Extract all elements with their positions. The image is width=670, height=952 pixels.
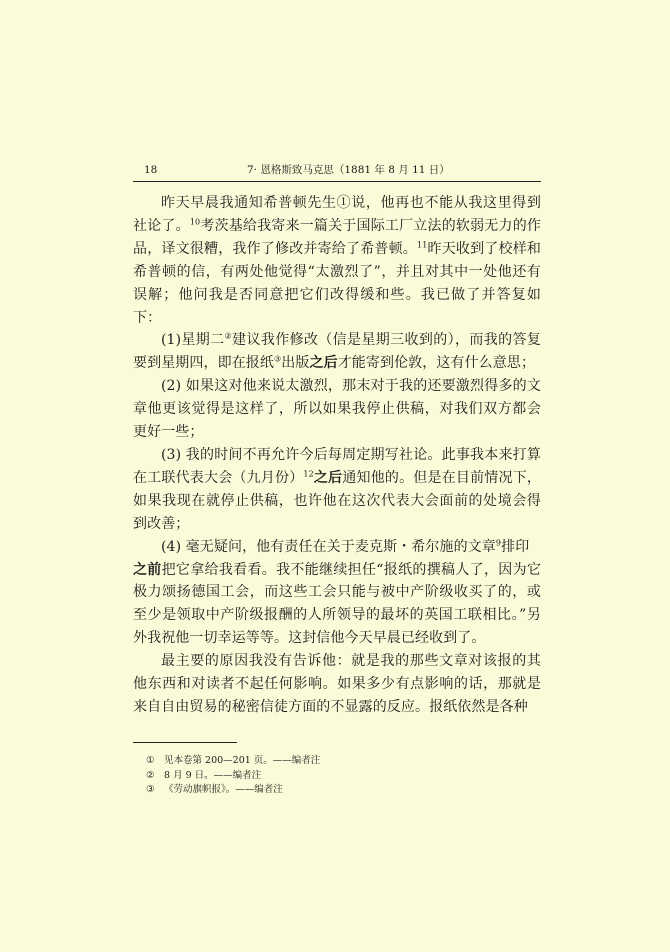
footnote-text: 《劳动旗帜报》。——编者注 [164, 784, 283, 796]
footnote-3 [146, 783, 506, 798]
footnote-mark: ① [146, 755, 155, 766]
footnote-rule [133, 742, 237, 743]
text-run: 把它拿给我看看。我不能继续担任“报纸的撰稿人了，因为它极力颂扬德国工会，而这些工会只能与被中产阶级收买了的，或至少是领取中产阶级报酬的人所领导的最坏的英国工联相比。”另外我祝他一切幸运等等。这封信他今天早晨已经收到了。 [133, 561, 541, 647]
footnote-1 [146, 754, 506, 769]
footnote-2 [146, 769, 506, 784]
paragraph-1 [133, 192, 541, 329]
note-ref-11: 11 [417, 240, 428, 250]
text-run: 昨天早晨我通知希普顿先生 [161, 195, 337, 211]
page-number: 18 [144, 164, 158, 176]
footnote-mark: ③ [146, 784, 155, 796]
text-run: (1)星期二 [161, 332, 225, 349]
letter-body [133, 192, 541, 719]
emphasis-text: 之后 [313, 469, 343, 486]
text-run: 说，他再也不能从我这里得到社论了。 [133, 195, 541, 234]
text-run: 通知他的。但是在目前情况下，如果我现在就停止供稿，也许他在这次代表大会面前的处境会得到改善； [133, 469, 541, 532]
text-run: 建议我作修改（信是星期三收到的），而我的答复要到星期四，即在报纸 [133, 332, 541, 372]
text-run: 考茨基给我寄来一篇关于国际工厂立法的软弱无力的作品，译文很糟，我作了修改并寄给了希普顿。 [133, 217, 541, 257]
text-run: (3) 我的时间不再允许今后每周定期写社论。此事我本来打算在工联代表大会（九月份） [133, 446, 541, 486]
text-run: 才能寄到伦敦，这有什么意思； [337, 355, 536, 372]
footnote-ref-1: ① [336, 195, 352, 211]
footnote-mark: ② [146, 769, 155, 781]
header-rule [133, 181, 541, 182]
text-run: 昨天收到了校样和希普顿的信，有两处他觉得“太激烈了”，并且对其中一处他还有误解；他问我是否同意把它们改得缓和些。我已做了并答复如下： [133, 240, 541, 326]
footnote-text: 8 月 9 日。——编者注 [164, 769, 262, 781]
footnote-ref-2: ② [224, 331, 233, 341]
paragraph-2 [133, 329, 541, 375]
note-ref-10: 10 [189, 217, 201, 227]
footnote-ref-3: ③ [274, 354, 282, 364]
paragraph-6: 最主要的原因我没有告诉他：就是我的那些文章对该报的其他东西和对读者不起任何影响。如果多少有点影响的话，那就是来自自由贸易的秘密信徒方面的不显露的反应。报纸依然是各种 [133, 653, 541, 715]
paragraph-3: (2) 如果这对他来说太激烈，那末对于我的还要激烈得多的文章他更该觉得是这样了，所以如果我停止供稿，对我们双方都会更好一些； [133, 378, 541, 441]
text-run: (4) 毫无疑问，他有责任在关于麦克斯・希尔施的文章 [161, 538, 496, 555]
paragraph-5 [133, 536, 541, 651]
paragraph-4 [133, 444, 541, 536]
footnotes [146, 754, 506, 798]
note-ref-9: 9 [495, 537, 502, 547]
note-ref-12: 12 [303, 469, 314, 479]
emphasis-text: 之前 [133, 561, 162, 578]
footnote-text: 见本卷第 200—201 页。——编者注 [164, 755, 321, 766]
text-run: 出版 [281, 355, 310, 372]
running-head [133, 161, 541, 179]
running-title: 7· 恩格斯致马克思（1881 年 8 月 11 日） [247, 164, 450, 176]
emphasis-text: 之后 [309, 355, 338, 372]
text-run: 排印 [501, 538, 530, 555]
